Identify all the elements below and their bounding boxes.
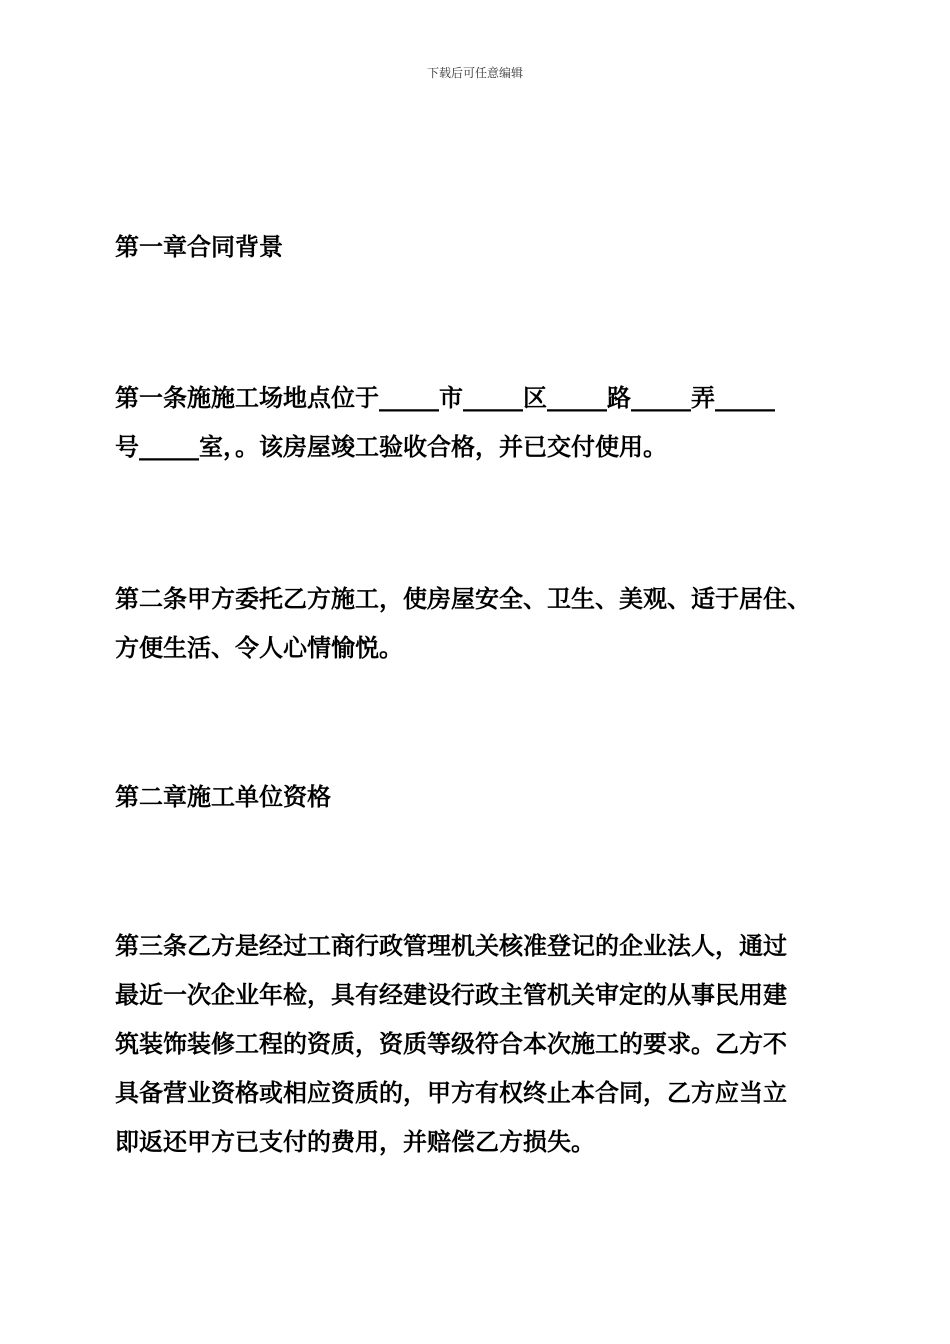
page-header-note: 下载后可任意编辑 bbox=[426, 66, 523, 80]
article-1-line: 号_____室，。该房屋竣工验收合格，并已交付使用。 bbox=[115, 432, 667, 461]
article-3-line: 即返还甲方已支付的费用，并赔偿乙方损失。 bbox=[115, 1127, 595, 1156]
article-3-line: 具备营业资格或相应资质的，甲方有权终止本合同，乙方应当立 bbox=[115, 1078, 787, 1107]
article-2-paragraph bbox=[115, 574, 855, 672]
article-3-paragraph bbox=[115, 921, 855, 1166]
chapter-1-title: 第一章合同背景 bbox=[115, 232, 283, 261]
article-2-line: 方便生活、令人心情愉悦。 bbox=[115, 633, 403, 662]
article-3-line: 筑装饰装修工程的资质，资质等级符合本次施工的要求。乙方不 bbox=[115, 1029, 787, 1058]
article-3-line: 最近一次企业年检，具有经建设行政主管机关审定的从事民用建 bbox=[115, 980, 787, 1009]
article-3-line: 第三条乙方是经过工商行政管理机关核准登记的企业法人，通过 bbox=[115, 931, 787, 960]
article-1-paragraph bbox=[115, 373, 855, 471]
article-1-line: 第一条施施工场地点位于_____市_____区_____路_____弄_____ bbox=[115, 383, 775, 412]
article-2-line: 第二条甲方委托乙方施工，使房屋安全、卫生、美观、适于居住、 bbox=[115, 584, 811, 613]
chapter-2-title: 第二章施工单位资格 bbox=[115, 782, 331, 811]
